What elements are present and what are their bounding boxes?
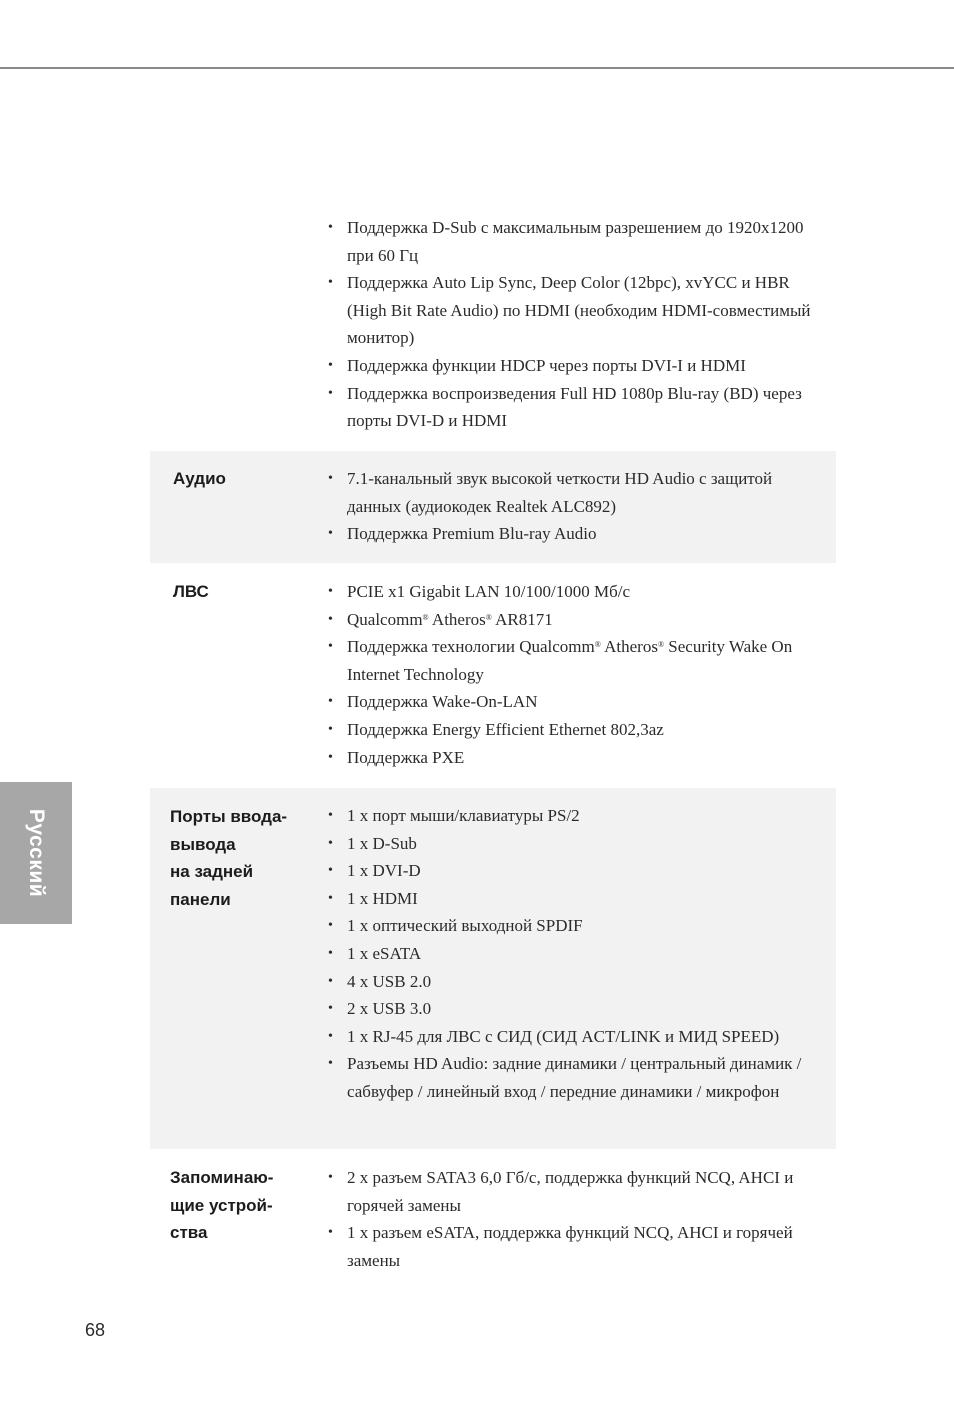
- video-list: [347, 214, 827, 435]
- section-video: [150, 212, 836, 448]
- list-item: • Разъемы HD Audio: задние динамики / центральный динамик / сабвуфер / линейный вход / передние динамики / микрофон: [347, 1050, 827, 1105]
- list-item: • Поддержка Energy Efficient Ethernet 802,3az: [347, 716, 827, 744]
- lan-list: [347, 578, 827, 771]
- list-item: • 1 x eSATA: [347, 940, 827, 968]
- list-item: • PCIE x1 Gigabit LAN 10/100/1000 Мб/с: [347, 578, 827, 606]
- page-number: 68: [85, 1320, 106, 1340]
- section-lan: [150, 565, 836, 785]
- rear-io-list: [347, 802, 827, 1106]
- section-label-storage: Запоминаю- щие устрой- ства: [170, 1168, 274, 1243]
- list-item: • 1 x RJ-45 для ЛВС с СИД (СИД ACT/LINK и МИД SPEED): [347, 1023, 827, 1051]
- list-item: • Поддержка технологии Qualcomm® Atheros® Security Wake On Internet Technology: [347, 633, 827, 688]
- list-item: • Поддержка функции HDCP через порты DVI-I и HDMI: [347, 352, 827, 380]
- list-item: • 2 x разъем SATA3 6,0 Гб/с, поддержка функций NCQ, AHCI и горячей замены: [347, 1164, 827, 1219]
- list-item: • 4 x USB 2.0: [347, 968, 827, 996]
- section-label-audio: Аудио: [173, 469, 226, 488]
- list-item: • 1 x порт мыши/клавиатуры PS/2: [347, 802, 827, 830]
- list-item: • Qualcomm® Atheros® AR8171: [347, 606, 827, 634]
- list-item: • Поддержка воспроизведения Full HD 1080p Blu-ray (BD) через порты DVI-D и HDMI: [347, 380, 827, 435]
- list-item: • 1 x D-Sub: [347, 830, 827, 858]
- list-item: • 7.1-канальный звук высокой четкости HD Audio с защитой данных (аудиокодек Realtek ALC892): [347, 465, 827, 520]
- list-item: • 2 x USB 3.0: [347, 995, 827, 1023]
- list-item: • 1 x DVI-D: [347, 857, 827, 885]
- list-item: • Поддержка Wake-On-LAN: [347, 688, 827, 716]
- section-rear-io: [150, 788, 836, 1149]
- header-rule: [0, 67, 954, 69]
- audio-list: [347, 465, 827, 548]
- list-item: • Поддержка Auto Lip Sync, Deep Color (12bpc), xvYCC и HBR (High Bit Rate Audio) по HDMI (необходим HDMI-совместимый монитор): [347, 269, 827, 352]
- section-storage: [150, 1152, 836, 1282]
- list-item: • 1 x оптический выходной SPDIF: [347, 912, 827, 940]
- language-tab: [0, 782, 72, 924]
- list-item: • Поддержка PXE: [347, 744, 827, 772]
- language-tab-label: Русский: [25, 808, 48, 898]
- storage-list: [347, 1164, 827, 1274]
- list-item: • 1 x разъем eSATA, поддержка функций NCQ, AHCI и горячей замены: [347, 1219, 827, 1274]
- section-label-lan: ЛВС: [173, 582, 209, 601]
- section-audio: [150, 451, 836, 563]
- list-item: • 1 x HDMI: [347, 885, 827, 913]
- list-item: • Поддержка D-Sub с максимальным разрешением до 1920x1200 при 60 Гц: [347, 214, 827, 269]
- list-item: • Поддержка Premium Blu-ray Audio: [347, 520, 827, 548]
- section-label-rear-io: Порты ввода- вывода на задней панели: [170, 807, 288, 909]
